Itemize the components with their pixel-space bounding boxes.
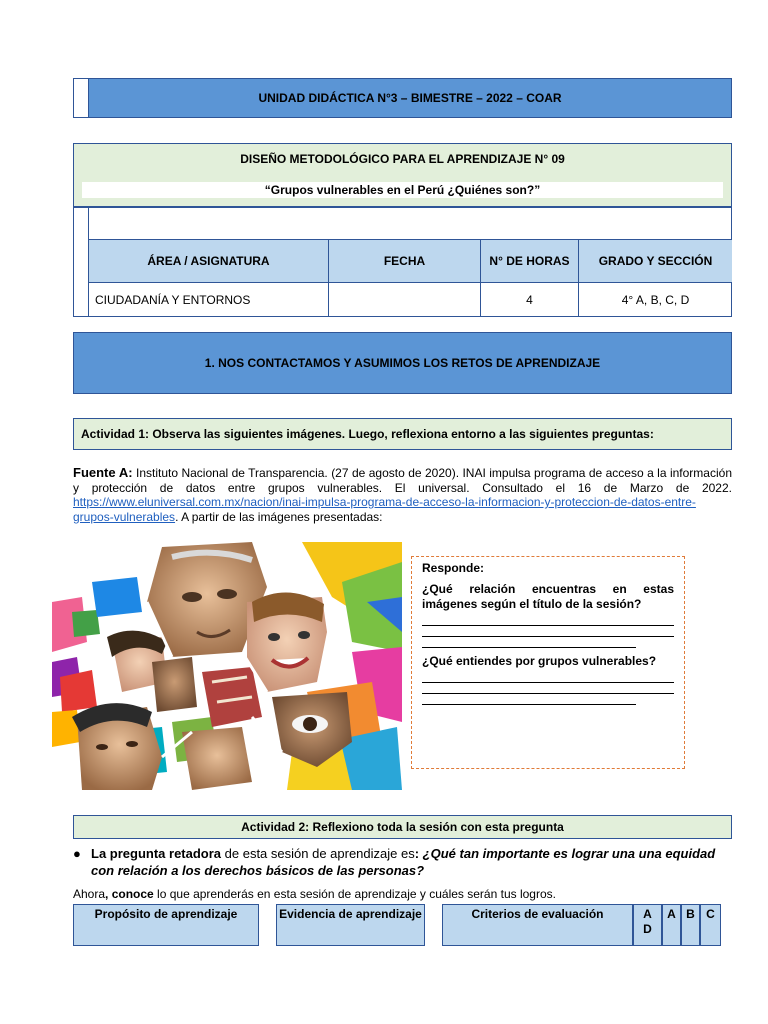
- challenge-lead: La pregunta retadora: [91, 846, 222, 861]
- answer-2-area[interactable]: [422, 672, 674, 705]
- answer-line: [422, 683, 674, 694]
- cell-area: CIUDADANÍA Y ENTORNOS: [89, 283, 329, 317]
- challenge-text: ¿Qué tan importante es lograr una una equidad con relación a los derechos básicos de las personas?: [91, 846, 716, 878]
- answer-line: [422, 637, 636, 648]
- respond-title: Responde:: [422, 561, 485, 575]
- header-hours: N° DE HORAS: [481, 240, 579, 283]
- unit-header: [73, 78, 732, 118]
- cell-grade: 4° A, B, C, D: [621, 293, 690, 307]
- question-2: ¿Qué entiendes por grupos vulnerables?: [422, 654, 657, 668]
- bullet-icon: ●: [73, 846, 81, 861]
- source-text: Instituto Nacional de Transparencia. (27 de agosto de 2020). INAI impulsa programa de acceso a la información y protección de datos entre grupos vulnerables. El universal. Consultado el 16 de Marzo de 2022.: [73, 466, 732, 495]
- now-paragraph: [73, 887, 732, 901]
- now-b: , conoce: [105, 887, 154, 901]
- challenge-colon: :: [414, 846, 423, 861]
- unit-title: UNIDAD DIDÁCTICA N°3 – BIMESTRE – 2022 – COAR: [258, 91, 562, 105]
- header-date: FECHA: [329, 240, 481, 283]
- answer-line: [422, 672, 674, 683]
- activity-1-heading: Actividad 1: Observa las siguientes imágenes. Luego, reflexiona entorno a las siguientes preguntas:: [73, 418, 732, 450]
- answer-line: [422, 694, 636, 705]
- table-stub-column: [74, 208, 89, 316]
- level-a-header: A: [662, 904, 681, 946]
- activity-2-heading: Actividad 2: Reflexiono toda la sesión con esta pregunta: [73, 815, 732, 839]
- source-label: Fuente A:: [73, 465, 133, 480]
- purpose-header: Propósito de aprendizaje: [73, 904, 259, 946]
- cell-date: [329, 283, 481, 317]
- criteria-header: Criterios de evaluación: [442, 904, 633, 946]
- vulnerable-groups-puzzle-image: [52, 542, 402, 790]
- answer-line: [422, 626, 674, 637]
- info-table: [73, 207, 732, 317]
- level-c-header: C: [700, 904, 721, 946]
- unit-header-stub: [74, 79, 89, 117]
- session-title: “Grupos vulnerables en el Perú ¿Quiénes son?”: [82, 182, 723, 198]
- answer-1-area[interactable]: [422, 615, 674, 648]
- answer-line: [422, 615, 674, 626]
- now-a: Ahora: [73, 887, 106, 901]
- cell-hours: 4: [481, 283, 579, 317]
- source-paragraph: [73, 466, 732, 524]
- design-title: DISEÑO METODOLÓGICO PARA EL APRENDIZAJE N° 09: [240, 152, 565, 166]
- source-after: . A partir de las imágenes presentadas:: [175, 509, 383, 524]
- challenge-question: [73, 845, 732, 879]
- level-b-header: B: [681, 904, 700, 946]
- challenge-mid: de esta sesión de aprendizaje es: [221, 846, 415, 861]
- response-box: [411, 556, 685, 769]
- evidence-header: Evidencia de aprendizaje: [276, 904, 425, 946]
- design-header: [73, 143, 732, 207]
- header-grade: GRADO Y SECCIÓN: [579, 240, 732, 283]
- now-c: lo que aprenderás en esta sesión de aprendizaje y cuáles serán tus logros.: [153, 887, 556, 901]
- level-ad-header: A D: [633, 904, 662, 946]
- question-1: ¿Qué relación encuentras en estas imágenes según el título de la sesión?: [422, 582, 674, 611]
- source-link[interactable]: https://www.eluniversal.com.mx/nacion/inai-impulsa-programa-de-acceso-la-informacion-y-proteccion-de-datos-entre-grupos-vulnerables: [73, 495, 696, 524]
- table-empty-row: [89, 208, 731, 240]
- section-title: 1. NOS CONTACTAMOS Y ASUMIMOS LOS RETOS DE APRENDIZAJE: [73, 332, 732, 394]
- header-area: ÁREA / ASIGNATURA: [89, 240, 329, 283]
